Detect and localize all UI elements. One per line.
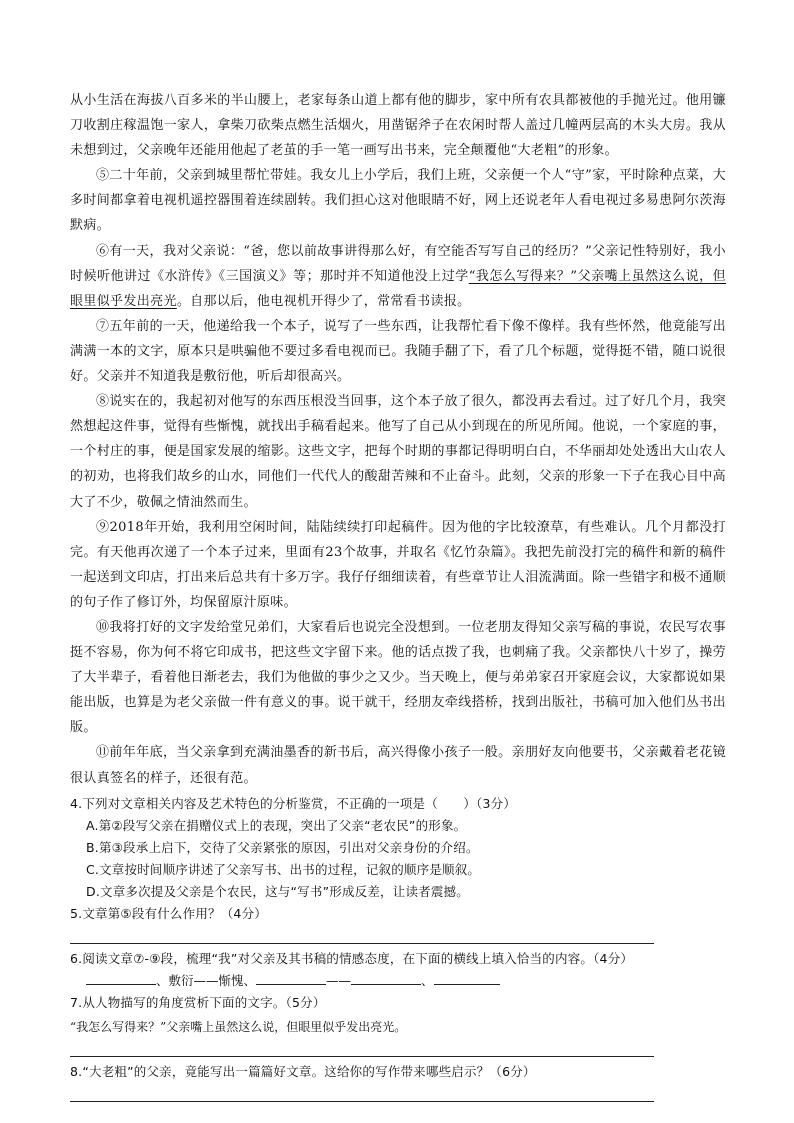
question-4-option-c[interactable]: C.文章按时间顺序讲述了父亲写书、出书的过程，记叙的顺序是顺叙。: [86, 861, 481, 877]
question-6-blanks-row: [86, 970, 726, 992]
question-6-text-1: 、敷衍——惭愧、: [156, 972, 257, 988]
question-8-stem: 8.“大老粗”的父亲，竟能写出一篇篇好文章。这给你的写作带来哪些启示？（6分）: [70, 1063, 536, 1079]
p6-text-a: ⑥有一天，我对父亲说：“爸，您以前故事讲得那么好，有空能否写写自己的经历？”父亲记性特别好，我小时候听他讲过《水浒传》《三国演义》等；那时并不知道他没上过学: [70, 243, 726, 284]
question-4-stem: 4.下列对文章相关内容及艺术特色的分析鉴赏，不正确的一项是（ ）（3分）: [70, 795, 517, 811]
question-6-text-2: ——: [326, 972, 352, 988]
question-7: [70, 992, 726, 1057]
question-8-answer-line[interactable]: [70, 1083, 654, 1102]
exam-page: [70, 88, 726, 1106]
question-6: [70, 948, 726, 992]
passage-paragraph-5: ⑤二十年前，父亲到城里帮忙带娃。我女儿上小学后，我们上班，父亲便一个人“守”家，平时除种点菜，大多时间都拿着电视机遥控器围着连续剧转。我们担心这对他眼睛不好，网上还说老年人看电视过多易患阿尔茨海默病。: [70, 168, 726, 234]
question-7-stem: 7.从人物描写的角度赏析下面的文字。（5分）: [70, 994, 326, 1010]
question-6-text-3: 、: [421, 972, 434, 988]
question-4-option-b[interactable]: B.第③段承上启下，交待了父亲紧张的原因，引出对父亲身份的介绍。: [86, 839, 479, 855]
question-4-option-d[interactable]: D.文章多次提及父亲是个农民，这与“写书”形成反差，让读者震撼。: [86, 883, 469, 899]
question-4: [70, 793, 726, 903]
question-8: [70, 1061, 726, 1102]
passage-paragraph-9: ⑨2018年开始，我利用空闲时间，陆陆续续打印起稿件。因为他的字比较潦草，有些难认。几个月都没打完。有天他再次递了一个本子过来，里面有23个故事，并取名《忆竹杂篇》。我把先前没打完的稿件和新的稿件一起送到文印店，打出来后总共有十多万字。我仔仔细细读着，有些章节让人泪流满面。除一些错字和极不通顺的句子作了修订外，均保留原汁原味。: [70, 519, 726, 610]
question-5: [70, 903, 726, 944]
question-5-answer-line[interactable]: [70, 925, 654, 944]
p6-text-b: 。自那以后，他电视机开得少了，常常看书读报。: [176, 293, 471, 309]
passage-paragraph-8: ⑧说实在的，我起初对他写的东西压根没当回事，这个本子放了很久，都没再去看过。过了好几个月，我突然想起这件事，觉得有些惭愧，就找出手稿看起来。他写了自己从小到现在的所见所闻。他说，一个家庭的事，一个村庄的事，便是国家发展的缩影。这些文字，把每个时期的事都记得明明白白，不华丽却处处透出大山农人的初劝，也将我们故乡的山水，同他们一代代人的酸甜苦辣和不止奋斗。此刻，父亲的形象一下子在我心目中高大了不少，敬佩之情油然而生。: [70, 394, 726, 510]
passage-paragraph-4-cont: 从小生活在海拔八百多米的半山腰上，老家每条山道上都有他的脚步，家中所有农具都被他的手抛光过。他用镰刀收割庄稼温饱一家人，拿柴刀砍柴点燃生活烟火，用凿锯斧子在农闲时帮人盖过几幢两层高的木头大房。我从未想到过，父亲晚年还能用他起了老茧的手一笔一画写出书来，完全颠覆他“大老粗”的形象。: [70, 93, 726, 159]
p6-underlined-sentence: “我怎么写得来？”父亲嘴上虽然这么说，但眼里似乎发出亮光: [70, 268, 726, 309]
question-6-blank-3[interactable]: [351, 970, 421, 985]
question-6-blank-4[interactable]: [434, 970, 500, 985]
question-6-blank-2[interactable]: [256, 970, 326, 985]
passage-paragraph-6: [70, 239, 726, 314]
question-5-stem: 5.文章第⑤段有什么作用？（4分）: [70, 905, 267, 921]
question-4-option-a[interactable]: A.第②段写父亲在捐赠仪式上的表现，突出了父亲“老农民”的形象。: [86, 817, 467, 833]
question-7-answer-line[interactable]: [70, 1038, 654, 1057]
passage-paragraph-7: ⑦五年前的一天，他递给我一个本子，说写了一些东西，让我帮忙看下像不像样。我有些怀然，他竟能写出满满一本的文字，原本只是哄骗他不要过多看电视而已。我随手翻了下，看了几个标题，觉得挺不错，随口说很好。父亲并不知道我是敷衍他，听后却很高兴。: [70, 318, 726, 385]
passage-paragraph-11: ⑪前年年底，当父亲拿到充满油墨香的新书后，高兴得像小孩子一般。亲朋好友向他要书，父亲戴着老花镜很认真签名的样子，还很有范。: [70, 745, 726, 786]
passage-paragraph-10: ⑩我将打好的文字发给堂兄弟们，大家看后也说完全没想到。一位老朋友得知父亲写稿的事说，农民写农事挺不容易，你为何不将它印成书，把这些文字留下来。他的话点拨了我，也刺痛了我。父亲都快八十岁了，操劳了大半辈子，看着他日渐老去，我们为他做的事少之又少。当天晚上，便与弟弟家召开家庭会议，大家都说如果能出版，也算是为老父亲做一件有意义的事。说干就干，经朋友牵线搭桥，找到出版社，书稿可加入他们丛书出版。: [70, 619, 726, 736]
question-6-blank-1[interactable]: [86, 970, 156, 985]
question-7-quote: “我怎么写得来？”父亲嘴上虽然这么说，但眼里似乎发出亮光。: [70, 1019, 407, 1034]
question-6-stem: 6.阅读文章⑦-⑨段，梳理“我”对父亲及其书稿的情感态度，在下面的横线上填入恰当的内容。（4分）: [70, 950, 634, 966]
